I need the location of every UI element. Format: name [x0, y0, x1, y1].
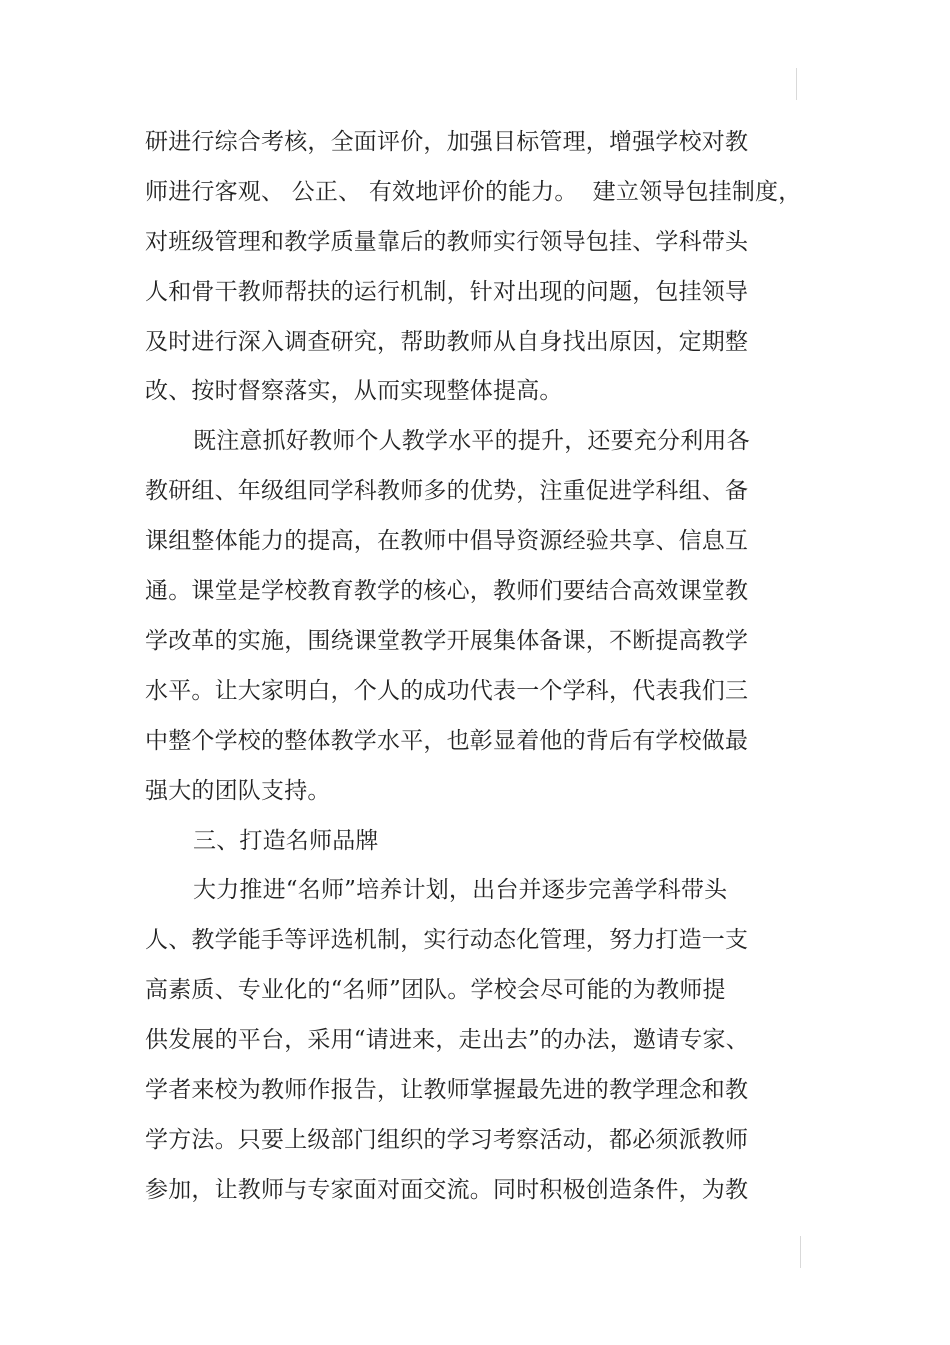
text-line: 课组整体能力的提高，在教师中倡导资源经验共享、信息互 — [145, 528, 749, 554]
bottom-right-edge-mark — [800, 1236, 801, 1268]
text-line: 中整个学校的整体教学水平，也彰显着他的背后有学校做最 — [145, 728, 749, 754]
text-line: 强大的团队支持。 — [145, 778, 331, 804]
top-right-edge-mark — [796, 68, 797, 100]
text-line: 改、按时督察落实，从而实现整体提高。 — [145, 378, 563, 404]
section-heading: 三、打造名师品牌 — [193, 828, 379, 854]
text-line: 师进行客观、 公正、 有效地评价的能力。 建立领导包挂制度， — [145, 179, 802, 205]
text-line: 供发展的平台，采用“请进来，走出去”的办法，邀请专家、 — [145, 1027, 749, 1053]
text-line: 对班级管理和教学质量靠后的教师实行领导包挂、学科带头 — [145, 229, 749, 255]
text-line: 学改革的实施，围绕课堂教学开展集体备课，不断提高教学 — [145, 628, 749, 654]
text-line: 教研组、年级组同学科教师多的优势，注重促进学科组、备 — [145, 478, 749, 504]
text-line: 人、教学能手等评选机制，实行动态化管理，努力打造一支 — [145, 927, 749, 953]
paragraph-first-line: 既注意抓好教师个人教学水平的提升，还要充分利用各 — [193, 428, 750, 454]
text-line: 高素质、专业化的“名师”团队。学校会尽可能的为教师提 — [145, 977, 726, 1003]
text-line: 参加，让教师与专家面对面交流。同时积极创造条件，为教 — [145, 1177, 749, 1203]
text-line: 及时进行深入调查研究，帮助教师从自身找出原因，定期整 — [145, 329, 749, 355]
paragraph-first-line: 大力推进“名师”培养计划，出台并逐步完善学科带头 — [193, 877, 728, 903]
text-line: 学方法。只要上级部门组织的学习考察活动，都必须派教师 — [145, 1127, 749, 1153]
text-line: 水平。让大家明白，个人的成功代表一个学科，代表我们三 — [145, 678, 749, 704]
text-line: 人和骨干教师帮扶的运行机制，针对出现的问题，包挂领导 — [145, 279, 749, 305]
text-line: 学者来校为教师作报告，让教师掌握最先进的教学理念和教 — [145, 1077, 749, 1103]
text-line: 通。课堂是学校教育教学的核心，教师们要结合高效课堂教 — [145, 578, 749, 604]
text-line: 研进行综合考核，全面评价，加强目标管理，增强学校对教 — [145, 129, 749, 155]
